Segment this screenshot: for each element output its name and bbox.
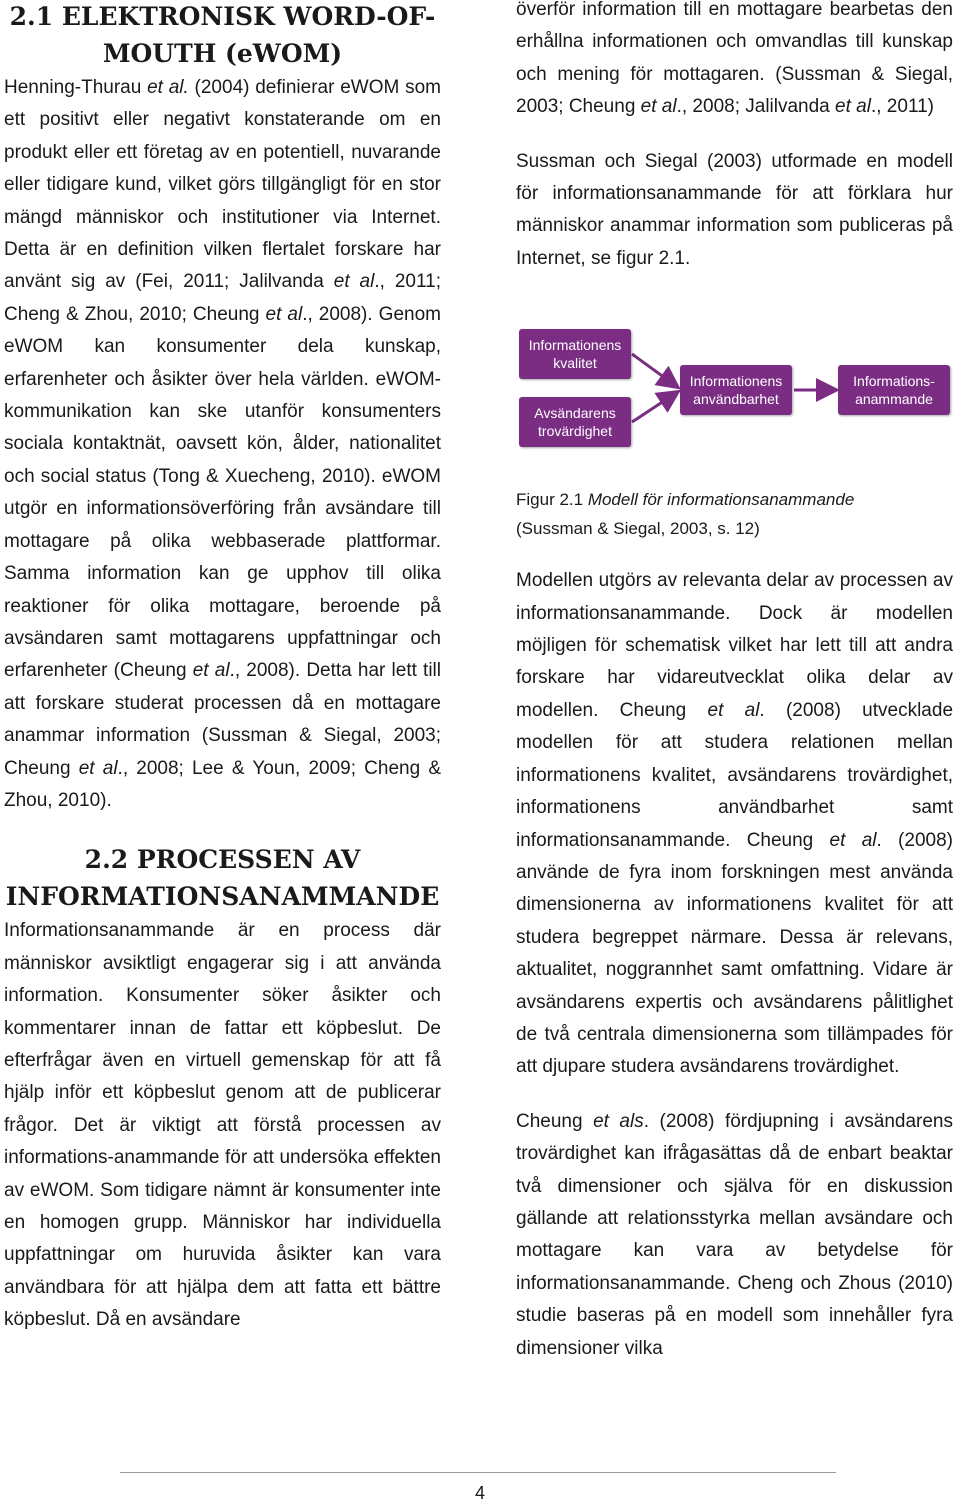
section-heading-2-1 <box>4 0 441 72</box>
box-information-adoption <box>838 365 950 415</box>
footer-rule <box>120 1472 836 1473</box>
box-label: trovärdighet <box>538 423 612 440</box>
box-label: Informationens <box>689 373 783 390</box>
italic-text: et als <box>593 1110 644 1132</box>
italic-text: et al <box>333 271 375 293</box>
heading-line: 2.1 ELEKTRONISK WORD-OF- <box>9 2 436 31</box>
box-label: kvalitet <box>553 355 597 372</box>
left-column <box>4 0 441 1337</box>
section-heading-2-2 <box>4 841 441 915</box>
paragraph: Sussman och Siegal (2003) utformade en modell för informationsanammande för att förklara hur människor anammar information som publiceras på Internet, se figur 2.1. <box>516 150 953 269</box>
arrow-quality-to-usefulness <box>632 354 676 386</box>
heading-line: 2.2 PROCESSEN AV <box>84 845 361 875</box>
box-information-usefulness <box>680 365 792 415</box>
box-label: användbarhet <box>693 391 779 408</box>
box-label: Informations- <box>853 373 935 390</box>
right-column <box>516 0 953 1365</box>
caption-prefix: Figur 2.1 <box>516 490 588 510</box>
box-label: Informationens <box>528 337 622 354</box>
box-source-credibility <box>519 397 631 447</box>
caption-title: Modell för informationsanammande <box>587 490 855 510</box>
figure-2-1-diagram <box>516 323 956 473</box>
italic-text: et al <box>707 699 760 721</box>
italic-text: et al <box>640 96 677 118</box>
paragraph: Henning-Thurau et al. (2004) definierar eWOM som ett positivt eller negativt konstaterande om en produkt eller ett företag av en potentiell, nuvarande eller tidigare kund, vilket görs tillgängligt för en stor mängd människor och institutioner via Internet. Detta är en definition vilken flertalet forskare har använt sig av (Fei, 2011; Jalilvanda et al., 2011; Cheng & Zhou, 2010; Cheung et al., 2008). Genom eWOM kan konsumenter dela kunskap, erfarenheter och åsikter över hela världen. eWOM-kommunikation kan ske utanför konsumenters sociala kontaktnät, oavsett kön, ålder, nationalitet och social status (Tong & Xuecheng, 2010). eWOM utgör en informationsöverföring från avsändare till mottagare på olika webbaserade plattformar. Samma information kan ge upphov till olika reaktioner för olika mottagare, beroende på avsändaren samt mottagarens uppfattningar och erfarenheter (Cheung et al., 2008). Detta har lett till att forskare studerat processen då en mottagare anammar information (Sussman & Siegal, 2003; Cheung et al., 2008; Lee & Youn, 2009; Cheng & Zhou, 2010). <box>4 77 441 811</box>
figure-caption <box>516 485 953 543</box>
heading-line: MOUTH (eWOM) <box>102 39 343 68</box>
page-number: 4 <box>474 1483 485 1503</box>
italic-text: et al. <box>147 77 189 98</box>
italic-text: et al <box>829 829 877 851</box>
box-information-quality <box>519 329 631 379</box>
paragraph: Cheung et als. (2008) fördjupning i avsändarens trovärdighet kan ifrågasättas då de enbart beaktar två dimensioner och själva för en diskussion gällande att relationsstyrka mellan avsändare och mottagare kan vara av betydelse för informationsanammande. Cheng och Zhous (2010) studie baseras på en modell som innehåller fyra dimensioner vilka <box>516 1110 954 1359</box>
italic-text: et al <box>78 757 118 779</box>
italic-text: et al <box>192 660 230 682</box>
paragraph: överför information till en mottagare bearbetas den erhållna informationen och omvandlas till kunskap och mening för mottagaren. (Sussman & Siegal, 2003; Cheung et al., 2008; Jalilvanda et al., 2011) <box>516 0 953 118</box>
paragraph: Modellen utgörs av relevanta delar av processen av informationsanammande. Dock är modellen möjligen för schematisk vilket har lett till att andra forskare har vidareutvecklat olika delar av modellen. Cheung et al. (2008) utvecklade modellen för att studera relationen mellan informationens kvalitet, avsändarens trovärdighet, informationens användbarhet samt informationsanammande. Cheung et al. (2008) använde de fyra inom forskningen mest använda dimensionerna av informationens kvalitet för att studera begreppet närmare. Dessa är relevans, aktualitet, noggrannhet samt omfattning. Vidare är avsändarens expertis och avsändarens pålitlighet de två centrala dimensionerna som tillämpades för att djupare studera avsändarens trovärdighet. <box>516 570 954 1078</box>
arrow-credibility-to-usefulness <box>632 393 676 422</box>
paragraph: Informationsanammande är en process där människor avsiktligt engagerar sig i att använda information. Konsumenter söker åsikter och kommentarer innan de fattar ett köpbeslut. De efterfrågar även en virtuell gemenskap för att få hjälp inför ett köpbeslut genom att de publicerar frågor. Det är viktigt att förstå processen av informations-anammande för att undersöka effekten av eWOM. Som tidigare nämnt är konsumenter inte en homogen grupp. Människor har individuella uppfattningar om huruvida åsikter kan vara användbara för att hjälpa dem att fatta ett bättre köpbeslut. Då en avsändare <box>4 920 441 1331</box>
heading-line: INFORMATIONSANAMMANDE <box>5 882 440 912</box>
caption-source: (Sussman & Siegal, 2003, s. 12) <box>516 519 760 539</box>
italic-text: et al <box>265 303 303 325</box>
italic-text: et al <box>835 96 871 118</box>
box-label: Avsändarens <box>534 405 616 422</box>
box-label: anammande <box>855 391 933 408</box>
